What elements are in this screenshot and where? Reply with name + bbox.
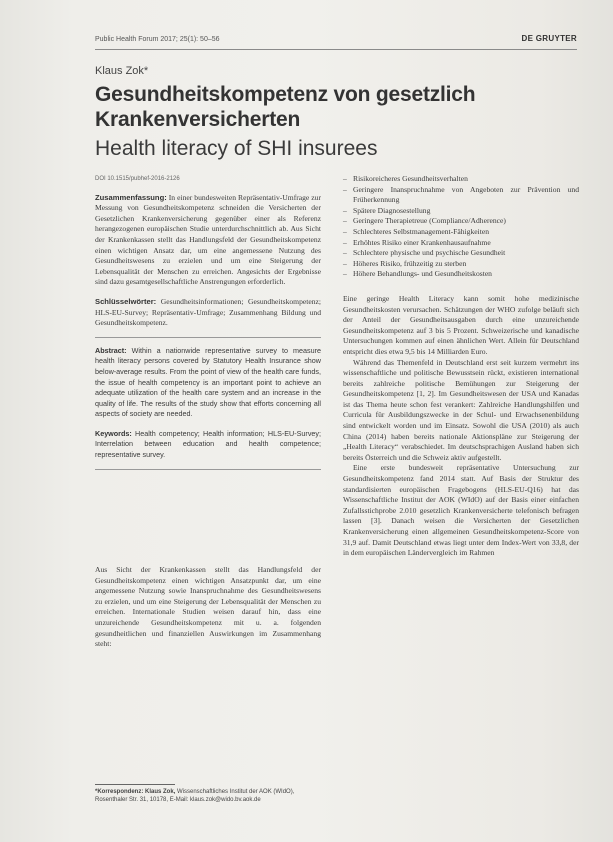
keywords	[95, 429, 321, 461]
schluesselwoerter	[95, 297, 321, 329]
left-column	[95, 174, 321, 478]
doi: DOI 10.1515/pubhef-2016-2126	[95, 176, 180, 182]
keywords-label: Keywords:	[95, 428, 132, 438]
author-name: Klaus Zok*	[95, 65, 149, 77]
list-item: – Schlechteres Selbstmanagement-Fähigkeiten	[343, 227, 579, 238]
list-item: – Erhöhtes Risiko einer Krankenhausaufnahme	[343, 238, 579, 249]
body-text-left: Aus Sicht der Krankenkassen stellt das Handlungsfeld der Gesundheitskompetenz einen wichtigen Ansatzpunkt dar, um eine angemessene Nutzung sowie Inanspruchnahme des Gesundheitswesens zu erzielen, und um eine Steigerung der Lebensqualität der Menschen zu erreichen. Internationale Studien weisen darauf hin, dass eine unzureichende Gesundheitskompetenz mit u. a. folgenden gesundheitlichen und finanziellen Auswirkungen im Zusammenhang steht:	[95, 565, 321, 649]
body-paragraph-1: Eine geringe Health Literacy kann somit hohe medizinische Gesundheitskosten verursachen. Schätzungen der WHO zufolge beläuft sich der Anteil der Gesundheitsausgaben durch eine unzureichende Gesundheitskompetenz auf 3 bis 5 Prozent. Schweizerische und kanadische Untersuchungen kommen auf einen ähnlichen Wert. Allein für Deutschland entspricht dies etwa 9,5 bis 14 Milliarden Euro.	[343, 293, 579, 356]
running-header	[95, 34, 577, 48]
footnote-text: Wissenschaftliches Institut der AOK (WIdO), Rosenthaler Str. 31, 10178, E-Mail: klaus.zok@wido.bv.aok.de	[95, 789, 295, 803]
journal-citation: Public Health Forum 2017; 25(1): 50–56	[95, 36, 220, 43]
zusammenfassung-text: In einer bundesweiten Repräsentativ-Umfrage zur Messung von Gesundheitskompetenz schneiden die Versicherten der Gesetzlichen Krankenversicherung gegenüber einer als Referenz herangezogenen europäischen Studie unterdurchschnittlich ab. Aus Sicht der Krankenkassen stellt das Handlungsfeld der Gesundheitskompetenz einen wichtigen Ansatz dar, um eine angemessene Nutzung des Gesundheitswesens zu erzielen und um eine Steigerung der Lebensqualität der Menschen zu erreichen. Angesichts der Ergebnisse sind dazu gesamtgesellschaftliche Anstrengungen erforderlich.	[95, 192, 321, 287]
right-column	[343, 174, 579, 559]
footnote-label: *Korrespondenz: Klaus Zok,	[95, 789, 176, 795]
list-item: – Risikoreicheres Gesundheitsverhalten	[343, 174, 579, 185]
abstract	[95, 346, 321, 420]
spacer	[343, 280, 579, 294]
keywords-text: Health competency; Health information; HLS-EU-Survey; Interrelation between education and health competence; representative survey.	[95, 428, 322, 460]
abstract-divider	[95, 337, 321, 338]
effects-list	[343, 174, 579, 280]
correspondence-footnote	[95, 788, 321, 804]
header-rule	[95, 49, 577, 50]
zusammenfassung-label: Zusammenfassung:	[95, 192, 167, 202]
body-paragraph-2: Während das Themenfeld in Deutschland erst seit kurzem vermehrt ins wissenschaftliche und politische Bewusstsein rückt, existieren international bereits zahlreiche politische Bemühungen zur Steigerung der Gesundheitskompetenz [1, 2]. Im Gesundheitswesen der USA und Kanadas ist das Thema heute schon fest verankert: Zahlreiche Handlungshilfen und Curricula für Ausbildungszwecke in der Schul- und Erwachsenenbildung sind entwickelt worden und im Einsatz. Sowohl die USA (2010) als auch China (2014) haben bereits nationale Aktionspläne zur Steigerung der „Health Literacy“ verabschiedet. Im deutschsprachigen Ausland haben sich bereits Österreich und die Schweiz aktiv aufgestellt.	[343, 357, 579, 462]
schluesselwoerter-text: Gesundheitsinformationen; Gesundheitskompetenz; HLS-EU-Survey; Repräsentativ-Umfrage; Zusammenhang Bildung und Gesundheitskompetenz.	[95, 296, 321, 328]
list-item: – Höheres Risiko, frühzeitig zu sterben	[343, 259, 579, 270]
list-item: – Geringere Therapietreue (Compliance/Adherence)	[343, 216, 579, 227]
publisher-logo: DE GRUYTER	[521, 34, 577, 43]
list-item: – Höhere Behandlungs- und Gesundheitskosten	[343, 269, 579, 280]
title-german: Gesundheitskompetenz von gesetzlich Krankenversicherten	[95, 83, 476, 131]
spacer	[95, 288, 321, 297]
abstract-label: Abstract:	[95, 345, 127, 355]
list-item: – Spätere Diagnosestellung	[343, 206, 579, 217]
title-english: Health literacy of SHI insurees	[95, 137, 378, 160]
keywords-divider	[95, 469, 321, 470]
spacer	[95, 420, 321, 429]
schluesselwoerter-label: Schlüsselwörter:	[95, 296, 157, 306]
footnote-rule	[95, 784, 175, 785]
zusammenfassung	[95, 193, 321, 288]
list-item: – Schlechtere physische und psychische Gesundheit	[343, 248, 579, 259]
abstract-text: Within a nationwide representative survey to measure health literacy persons covered by Statutory Health Insurance show below-average results. From the point of view of the health care funds, the issue of health competency is an important point to achieve an adequate utilization of the health care system and an increase in the quality of life. The results of the study show that efforts concerning all aspects of society are needed.	[95, 345, 321, 419]
body-paragraph-3: Eine erste bundesweit repräsentative Untersuchung zur Gesundheitskompetenz fand 2014 statt. Auf Basis der Struktur des standardisierten europäischen Fragebogens (HLS-EU-Q16) hat das Wissenschaftliche Institut der AOK (WIdO) auf der Basis einer einfachen Zufallsstichprobe 2.010 gesetzlich Krankenversicherte telefonisch befragen lassen [3]. Danach weisen die Versicherten der Gesetzlichen Krankenversicherung einen allgemeinen Gesundheitskompetenz-Score von 31,9 auf. Damit Deutschland etwas liegt unter dem Index-Wert von 33,8, der in dem europäischen Ländervergleich im Rahmen	[343, 463, 579, 558]
list-item: – Geringere Inanspruchnahme von Angeboten zur Prävention und Früherkennung	[343, 185, 579, 206]
